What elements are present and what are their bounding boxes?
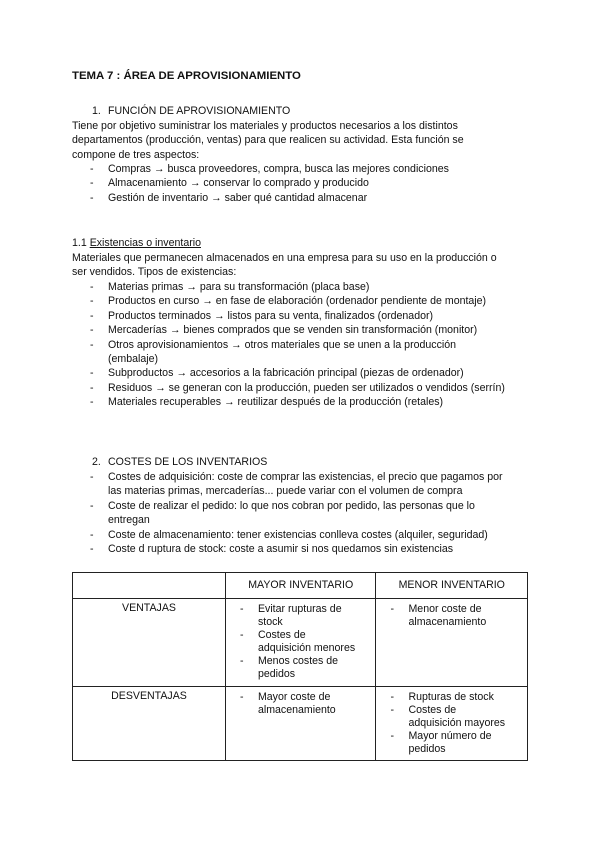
dash-marker: - xyxy=(90,295,94,308)
list-item xyxy=(240,629,372,655)
dash-marker: - xyxy=(239,603,244,615)
dash-marker: - xyxy=(239,655,244,667)
dash-marker: - xyxy=(90,163,94,175)
list-item xyxy=(90,542,530,556)
list-item xyxy=(90,162,530,176)
section-1-intro-line: compone de tres aspectos: xyxy=(72,148,200,161)
dash-marker: - xyxy=(90,396,94,409)
table-header-row xyxy=(73,573,528,599)
row-label: VENTAJAS xyxy=(73,599,226,687)
list-item xyxy=(390,691,523,704)
list-item xyxy=(90,323,530,337)
list-item-text: Coste de almacenamiento: tener existencias conlleva costes (alquiler, seguridad) xyxy=(108,528,488,541)
section-2-number: 2. xyxy=(92,456,101,468)
dash-marker: - xyxy=(90,309,94,322)
dash-marker: - xyxy=(390,603,395,615)
section-1-bullet-list xyxy=(90,162,530,205)
table-cell xyxy=(376,599,528,687)
dash-marker: - xyxy=(390,704,395,716)
table-header-cell: MAYOR INVENTARIO xyxy=(225,573,376,599)
dash-marker: - xyxy=(90,177,94,190)
section-1-intro-line: departamentos (producción, ventas) para que realicen su actividad. Esta función se xyxy=(72,134,464,147)
list-item-text: Mayor coste de xyxy=(257,691,331,703)
list-item xyxy=(90,176,530,190)
list-item-text: pedidos xyxy=(408,743,446,755)
list-item-text: Residuos → se generan con la producción, pueden ser utilizados o vendidos (serrín) xyxy=(108,381,505,394)
list-item xyxy=(90,294,530,308)
list-item xyxy=(90,191,530,205)
list-item-text: Coste d ruptura de stock: coste a asumir si nos quedamos sin existencias xyxy=(108,543,454,556)
list-item-text: Almacenamiento → conservar lo comprado y producido xyxy=(108,177,369,190)
subsection-1-1-intro-line: ser vendidos. Tipos de existencias: xyxy=(72,266,237,279)
dash-marker: - xyxy=(90,471,94,483)
cell-list xyxy=(240,691,372,717)
dash-marker: - xyxy=(90,528,94,541)
subsection-1-1-intro xyxy=(72,251,532,280)
list-item-text: Productos terminados → listos para su venta, finalizados (ordenador) xyxy=(108,309,434,322)
costes-bullet-list xyxy=(90,470,530,556)
list-item-text: Materiales recuperables → reutilizar después de la producción (retales) xyxy=(108,396,444,409)
document-title: TEMA 7 : ÁREA DE APROVISIONAMIENTO xyxy=(72,70,301,82)
list-item-text: Evitar rupturas de xyxy=(257,603,342,615)
list-item-text: (embalaje) xyxy=(108,353,159,366)
list-item xyxy=(390,704,523,730)
section-1-number: 1. xyxy=(92,105,101,117)
list-item-text: Mayor número de xyxy=(408,730,492,742)
list-item-text: Compras → busca proveedores, compra, busca las mejores condiciones xyxy=(108,163,449,175)
list-item-text: Costes de adquisición: coste de comprar las existencias, el precio que pagamos por xyxy=(108,471,503,483)
dash-marker: - xyxy=(90,338,94,351)
list-item-text: Materias primas → para su transformación (placa base) xyxy=(108,281,370,293)
list-item-text: pedidos xyxy=(257,668,296,680)
table-cell xyxy=(225,687,376,761)
list-item xyxy=(90,499,530,528)
list-item-text: adquisición menores xyxy=(257,642,356,654)
table-cell xyxy=(225,599,376,687)
list-item-text: Mercaderías → bienes comprados que se venden sin transformación (monitor) xyxy=(108,324,478,337)
dash-marker: - xyxy=(239,691,244,703)
section-2-heading: COSTES DE LOS INVENTARIOS xyxy=(108,456,268,468)
dash-marker: - xyxy=(390,730,395,742)
cell-list xyxy=(390,603,523,629)
list-item xyxy=(240,603,372,629)
list-item-text: stock xyxy=(257,616,283,628)
dash-marker: - xyxy=(90,324,94,337)
list-item-text: Rupturas de stock xyxy=(408,691,494,703)
section-1-intro xyxy=(72,119,532,162)
dash-marker: - xyxy=(90,543,94,556)
list-item xyxy=(390,603,523,629)
list-item-text: Costes de xyxy=(257,629,306,641)
dash-marker: - xyxy=(90,367,94,380)
table-row xyxy=(73,687,528,761)
dash-marker: - xyxy=(390,691,395,703)
existencias-bullet-list xyxy=(90,280,530,410)
subsection-1-1-title: Existencias o inventario xyxy=(89,237,201,249)
list-item-text: Subproductos → accesorios a la fabricación principal (piezas de ordenador) xyxy=(108,367,464,380)
list-item xyxy=(90,528,530,542)
list-item-text: almacenamiento xyxy=(408,616,487,628)
cell-list xyxy=(390,691,523,756)
list-item-text: almacenamiento xyxy=(257,704,336,716)
dash-marker: - xyxy=(90,191,94,204)
list-item-text: Menos costes de xyxy=(257,655,339,667)
list-item xyxy=(240,691,372,717)
list-item xyxy=(90,338,530,367)
dash-marker: - xyxy=(90,381,94,394)
section-1-heading: FUNCIÓN DE APROVISIONAMIENTO xyxy=(108,105,291,117)
list-item-text: Menor coste de xyxy=(408,603,482,615)
list-item xyxy=(390,730,523,756)
subsection-1-1-intro-line: Materiales que permanecen almacenados en una empresa para su uso en la producción o xyxy=(72,252,497,264)
list-item-text: Gestión de inventario → saber qué cantidad almacenar xyxy=(108,191,368,204)
list-item xyxy=(90,470,530,499)
inventory-comparison-table xyxy=(72,572,528,761)
list-item xyxy=(90,381,530,395)
list-item-text: entregan xyxy=(108,514,150,527)
table-header-cell xyxy=(73,573,226,599)
list-item-text: Productos en curso → en fase de elaboración (ordenador pendiente de montaje) xyxy=(108,295,487,308)
section-1-intro-line: Tiene por objetivo suministrar los materiales y productos necesarios a los distintos xyxy=(72,120,458,132)
cell-list xyxy=(240,603,372,681)
list-item-text: adquisición mayores xyxy=(408,717,506,729)
dash-marker: - xyxy=(90,499,94,512)
list-item-text: Coste de realizar el pedido: lo que nos cobran por pedido, las personas que lo xyxy=(108,499,475,512)
dash-marker: - xyxy=(239,629,244,641)
list-item-text: Otros aprovisionamientos → otros materiales que se unen a la producción xyxy=(108,338,457,351)
list-item xyxy=(90,395,530,409)
table-header-cell: MENOR INVENTARIO xyxy=(376,573,528,599)
list-item xyxy=(240,655,372,681)
subsection-1-1-heading xyxy=(72,236,201,250)
subsection-1-1-number: 1.1 xyxy=(72,237,87,249)
list-item-text: las materias primas, mercaderías... puede variar con el volumen de compra xyxy=(108,485,463,498)
list-item xyxy=(90,309,530,323)
list-item xyxy=(90,366,530,380)
dash-marker: - xyxy=(90,281,94,293)
list-item xyxy=(90,280,530,294)
row-label: DESVENTAJAS xyxy=(73,687,226,761)
table-row xyxy=(73,599,528,687)
list-item-text: Costes de xyxy=(408,704,457,716)
table-cell xyxy=(376,687,528,761)
